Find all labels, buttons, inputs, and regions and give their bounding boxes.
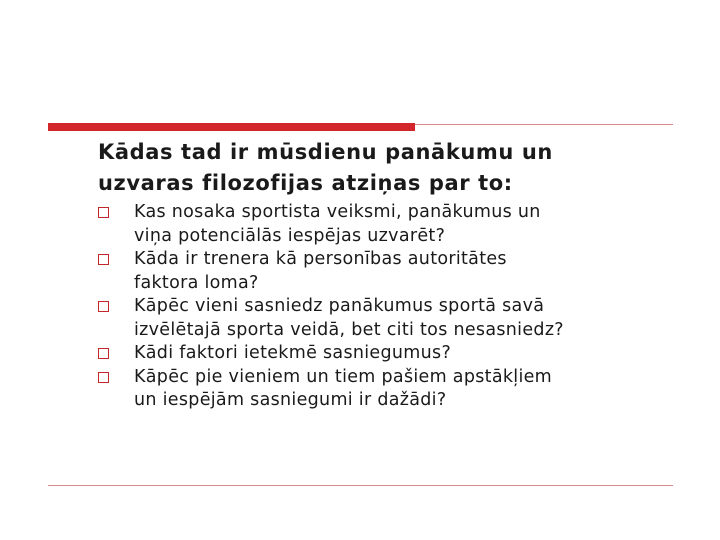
bullet-line: Kas nosaka sportista veiksmi, panākumus un (134, 202, 541, 222)
footer-divider-line (48, 485, 673, 486)
hollow-square-icon (98, 207, 109, 218)
bullet-line: Kāda ir trenera kā personības autoritātes (134, 249, 507, 269)
bullet-line: Kādi faktori ietekmē sasniegumus? (134, 343, 452, 363)
bullet-line: faktora loma? (134, 272, 259, 293)
bullet-text (134, 248, 688, 295)
header-accent-bar (48, 123, 415, 131)
bullet-line: un iespējām sasniegumi ir dažādi? (134, 390, 447, 410)
hollow-square-icon (98, 301, 109, 312)
bullet-list (98, 201, 688, 413)
bullet-line: Kāpēc vieni sasniedz panākumus sportā savā (134, 296, 545, 316)
bullet-item-2 (98, 248, 688, 295)
slide-title-line-2: uzvaras filozofijas atziņas par to: (98, 171, 513, 195)
header-divider-line (415, 124, 673, 125)
bullet-text (134, 366, 688, 413)
bullet-item-4 (98, 342, 688, 366)
hollow-square-icon (98, 348, 109, 359)
bullet-line: Kāpēc pie vieniem un tiem pašiem apstākļiem (134, 366, 553, 387)
bullet-item-1 (98, 201, 688, 248)
bullet-line: izvēlētajā sporta veidā, bet citi tos nesasniedz? (134, 319, 564, 340)
bullet-item-3 (98, 295, 688, 342)
bullet-text (134, 201, 688, 248)
slide-title-line-1: Kādas tad ir mūsdienu panākumu un (98, 140, 553, 164)
bullet-text (134, 295, 688, 342)
bullet-text (134, 342, 688, 366)
hollow-square-icon (98, 372, 109, 383)
bullet-item-5 (98, 366, 688, 413)
bullet-line: viņa potenciālās iespējas uzvarēt? (134, 225, 446, 246)
hollow-square-icon (98, 254, 109, 265)
slide-title (98, 137, 678, 199)
